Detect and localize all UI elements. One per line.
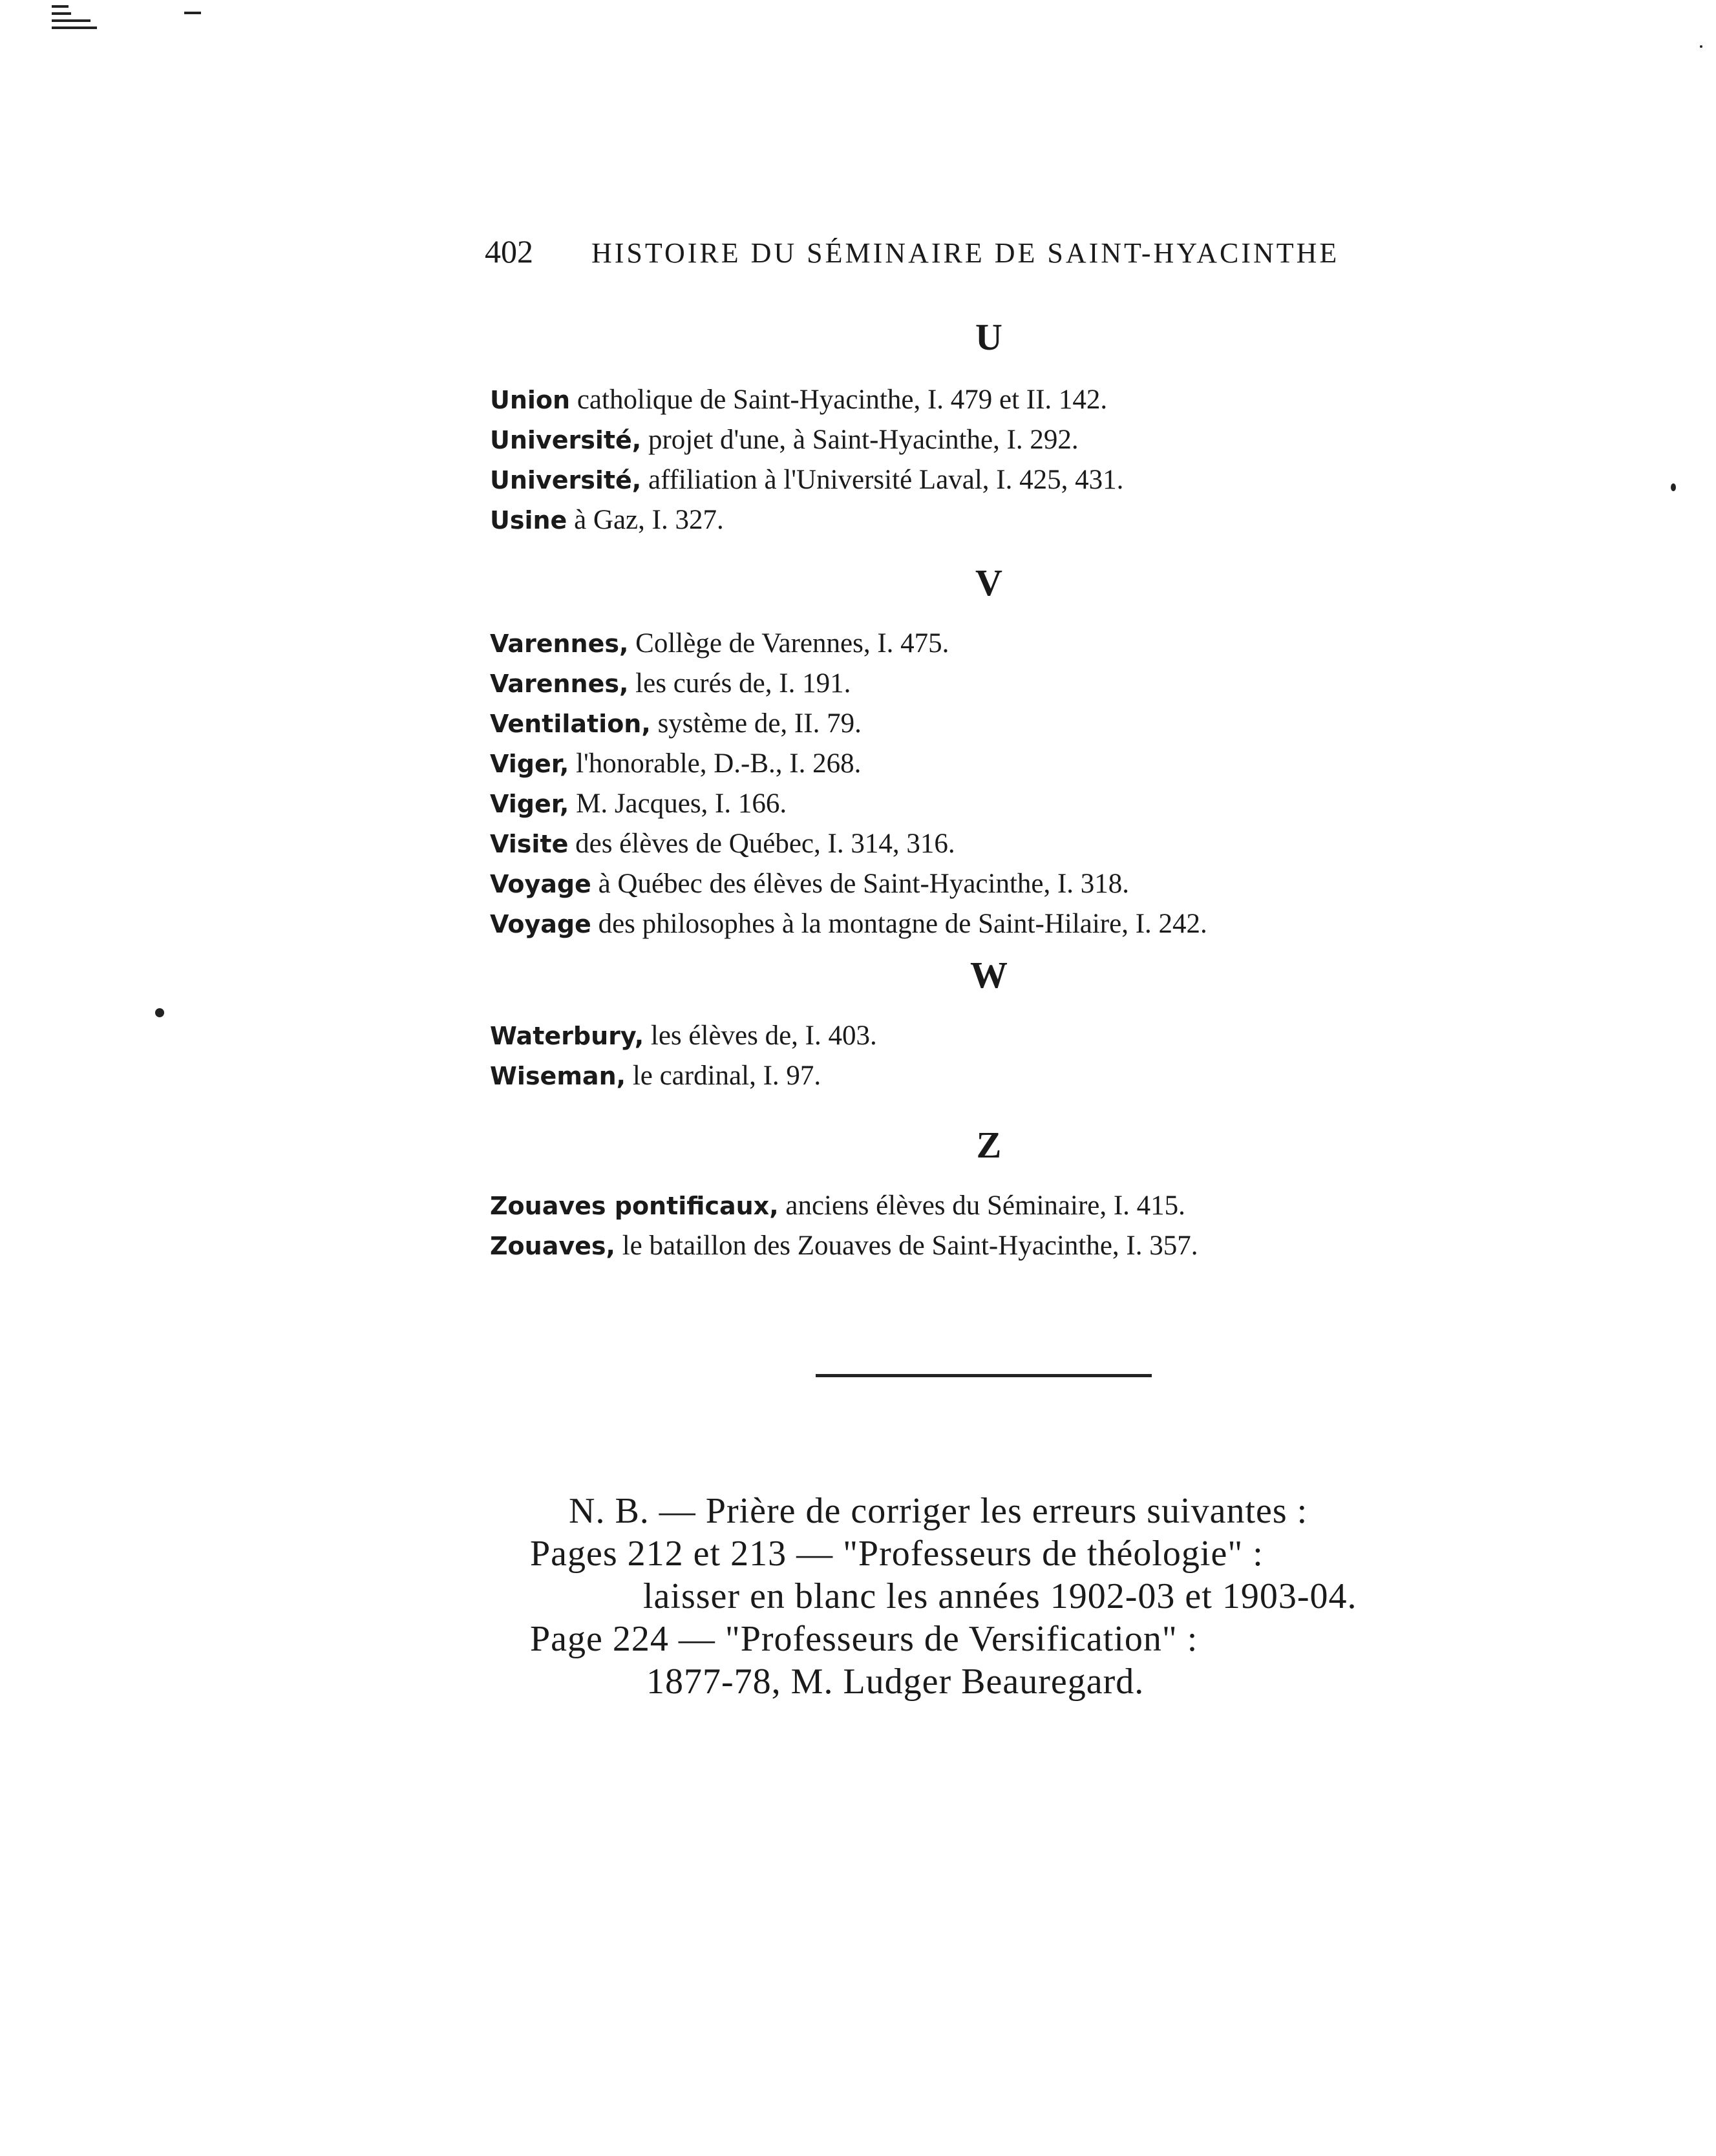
- entry-detail: Collège de Varennes, I. 475.: [628, 628, 949, 659]
- page-number: 402: [485, 233, 533, 270]
- index-entry: [490, 744, 1459, 784]
- index-entry: [490, 1056, 1459, 1096]
- errata-line: 1877-78, M. Ludger Beauregard.: [646, 1662, 1145, 1702]
- index-entry: [490, 380, 1459, 420]
- entry-detail: anciens élèves du Séminaire, I. 415.: [778, 1190, 1185, 1221]
- running-title: HISTOIRE DU SÉMINAIRE DE SAINT-HYACINTHE: [591, 237, 1340, 269]
- errata-line: Pages 212 et 213 — "Professeurs de théologie" :: [530, 1534, 1264, 1574]
- page-header: [485, 233, 1338, 278]
- index-entry: [490, 624, 1459, 664]
- entry-detail: à Québec des élèves de Saint-Hyacinthe, I. 318.: [591, 869, 1130, 899]
- section-letter-z: Z: [976, 1124, 1002, 1166]
- index-entry: [490, 904, 1459, 944]
- entry-heading: Université,: [490, 426, 642, 454]
- errata-line: Page 224 — "Professeurs de Versification" :: [530, 1619, 1198, 1659]
- index-entry: [490, 664, 1459, 704]
- entry-detail: le cardinal, I. 97.: [626, 1061, 821, 1091]
- entry-heading: Viger,: [490, 790, 569, 818]
- entry-heading: Voyage: [490, 870, 591, 898]
- entry-heading: Visite: [490, 830, 569, 858]
- entry-heading: Varennes,: [490, 629, 629, 658]
- entry-heading: Zouaves pontificaux,: [490, 1192, 779, 1220]
- entry-heading: Union: [490, 386, 571, 414]
- section-letter-u: U: [975, 316, 1002, 358]
- entry-detail: projet d'une, à Saint-Hyacinthe, I. 292.: [641, 425, 1079, 455]
- index-entry: [490, 460, 1459, 500]
- errata-line: laisser en blanc les années 1902-03 et 1903-04.: [643, 1576, 1357, 1616]
- ink-speck: [1671, 483, 1676, 491]
- index-entry: [490, 784, 1459, 824]
- entry-heading: Voyage: [490, 910, 591, 938]
- index-entry: [490, 420, 1459, 460]
- index-entry: [490, 824, 1459, 864]
- margin-mark: [52, 5, 103, 37]
- entry-heading: Ventilation,: [490, 710, 651, 738]
- entry-detail: système de, II. 79.: [650, 708, 862, 739]
- entry-detail: les élèves de, I. 403.: [644, 1020, 877, 1051]
- section-u-entries: [490, 380, 1459, 540]
- entry-heading: Waterbury,: [490, 1022, 644, 1050]
- entry-detail: des philosophes à la montagne de Saint-Hilaire, I. 242.: [591, 909, 1207, 939]
- section-letter-v: V: [975, 562, 1002, 604]
- index-entry: [490, 1226, 1459, 1266]
- entry-detail: les curés de, I. 191.: [628, 668, 851, 699]
- entry-detail: à Gaz, I. 327.: [567, 505, 724, 535]
- errata-line: N. B. — Prière de corriger les erreurs suivantes :: [569, 1491, 1308, 1531]
- entry-heading: Varennes,: [490, 670, 629, 698]
- entry-detail: des élèves de Québec, I. 314, 316.: [568, 829, 955, 859]
- section-z-entries: [490, 1186, 1459, 1266]
- index-entry: [490, 864, 1459, 904]
- section-divider: [816, 1374, 1152, 1377]
- entry-detail: l'honorable, D.-B., I. 268.: [569, 748, 862, 779]
- entry-detail: catholique de Saint-Hyacinthe, I. 479 et II. 142.: [570, 385, 1108, 415]
- ink-speck: [1700, 45, 1702, 48]
- entry-detail: M. Jacques, I. 166.: [569, 788, 787, 819]
- ink-speck: [155, 1008, 164, 1017]
- entry-detail: le bataillon des Zouaves de Saint-Hyacinthe, I. 357.: [615, 1231, 1198, 1261]
- errata-note: [530, 1490, 1435, 1703]
- section-w-entries: [490, 1016, 1459, 1096]
- entry-detail: affiliation à l'Université Laval, I. 425, 431.: [641, 465, 1124, 495]
- entry-heading: Usine: [490, 506, 567, 534]
- index-entry: [490, 704, 1459, 744]
- index-entry: [490, 1016, 1459, 1056]
- section-v-entries: [490, 624, 1459, 944]
- entry-heading: Wiseman,: [490, 1062, 626, 1090]
- entry-heading: Zouaves,: [490, 1232, 615, 1260]
- section-letter-w: W: [970, 954, 1008, 996]
- entry-heading: Viger,: [490, 750, 569, 778]
- index-entry: [490, 500, 1459, 540]
- index-entry: [490, 1186, 1459, 1226]
- entry-heading: Université,: [490, 466, 642, 494]
